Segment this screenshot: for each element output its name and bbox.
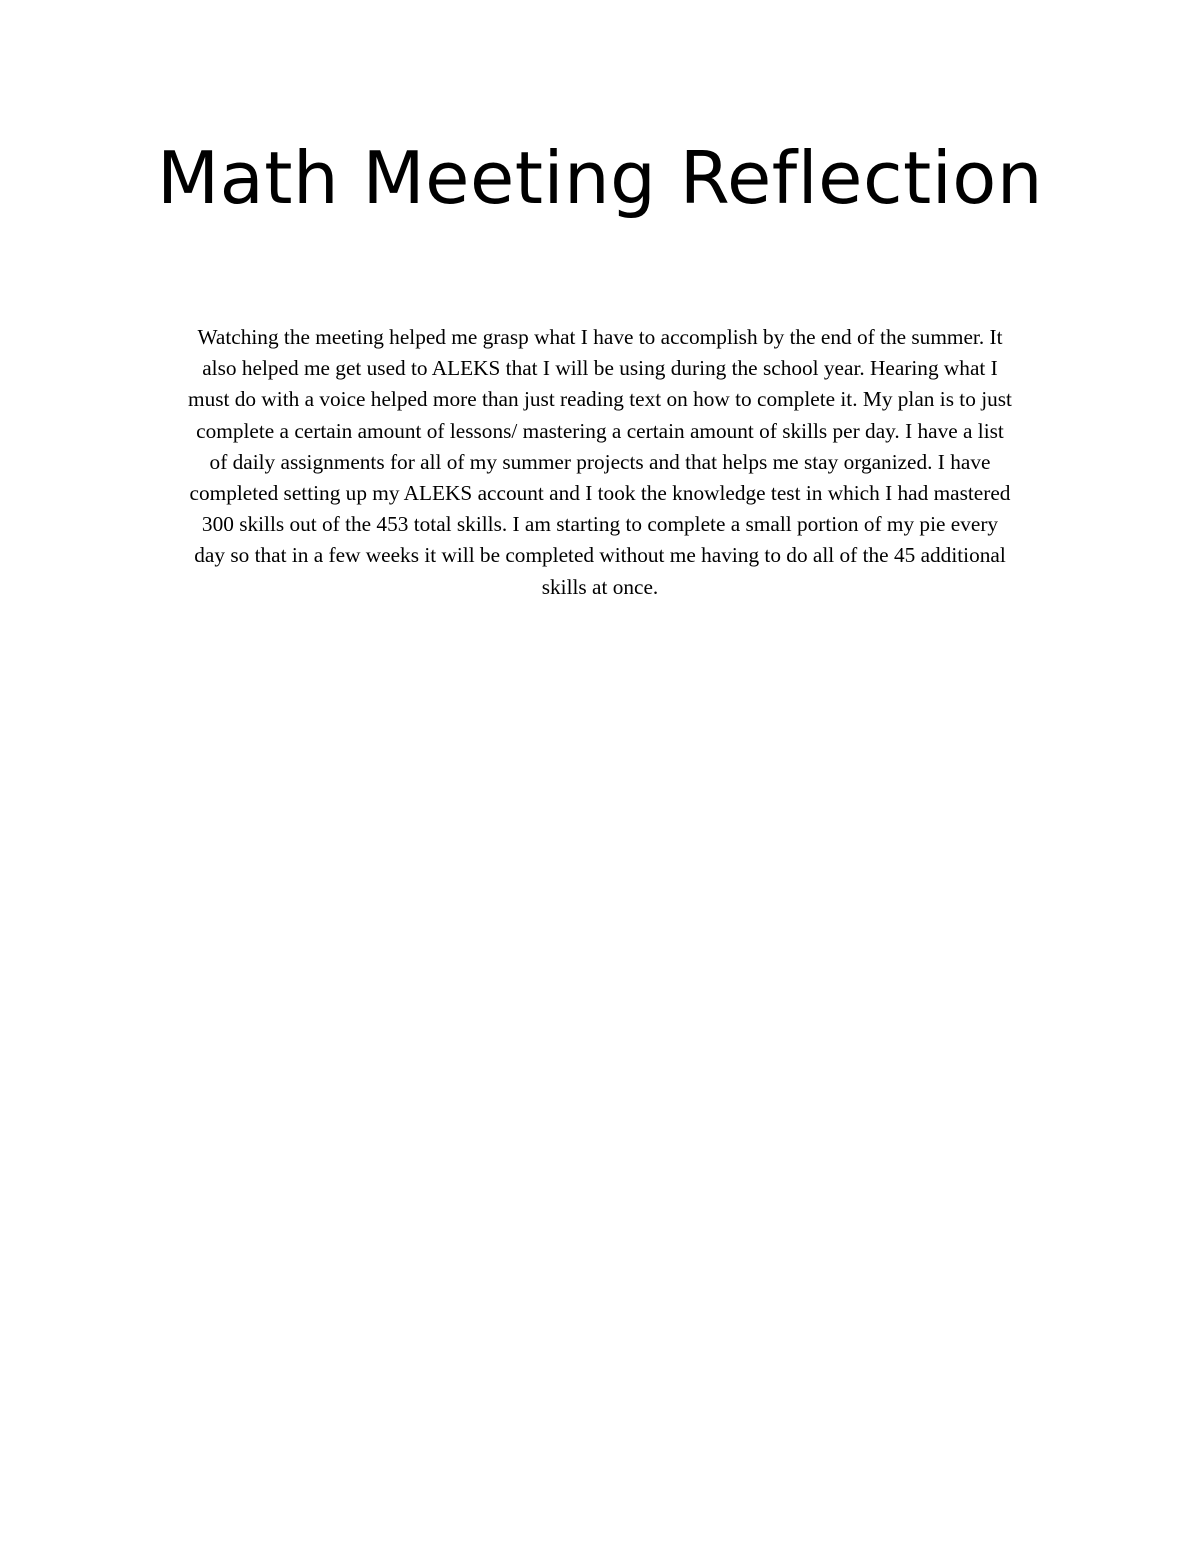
- reflection-paragraph: [140, 322, 1060, 603]
- paragraph-line: completed setting up my ALEKS account and I took the knowledge test in which I had mastered: [189, 481, 1011, 506]
- page-title: Math Meeting Reflection: [157, 136, 1043, 220]
- paragraph-line: skills at once.: [541, 574, 659, 599]
- paragraph-line: also helped me get used to ALEKS that I will be using during the school year. Hearing what I: [202, 356, 998, 381]
- paragraph-line: complete a certain amount of lessons/ mastering a certain amount of skills per day. I have a list: [196, 418, 1004, 443]
- paragraph-line: day so that in a few weeks it will be completed without me having to do all of the 45 additional: [194, 543, 1006, 568]
- paragraph-line: must do with a voice helped more than just reading text on how to complete it. My plan is to just: [188, 387, 1012, 412]
- paragraph-line: 300 skills out of the 453 total skills. I am starting to complete a small portion of my pie every: [201, 512, 999, 537]
- paragraph-line: of daily assignments for all of my summer projects and that helps me stay organized. I have: [209, 449, 991, 474]
- paragraph-line: Watching the meeting helped me grasp what I have to accomplish by the end of the summer. It: [197, 325, 1003, 349]
